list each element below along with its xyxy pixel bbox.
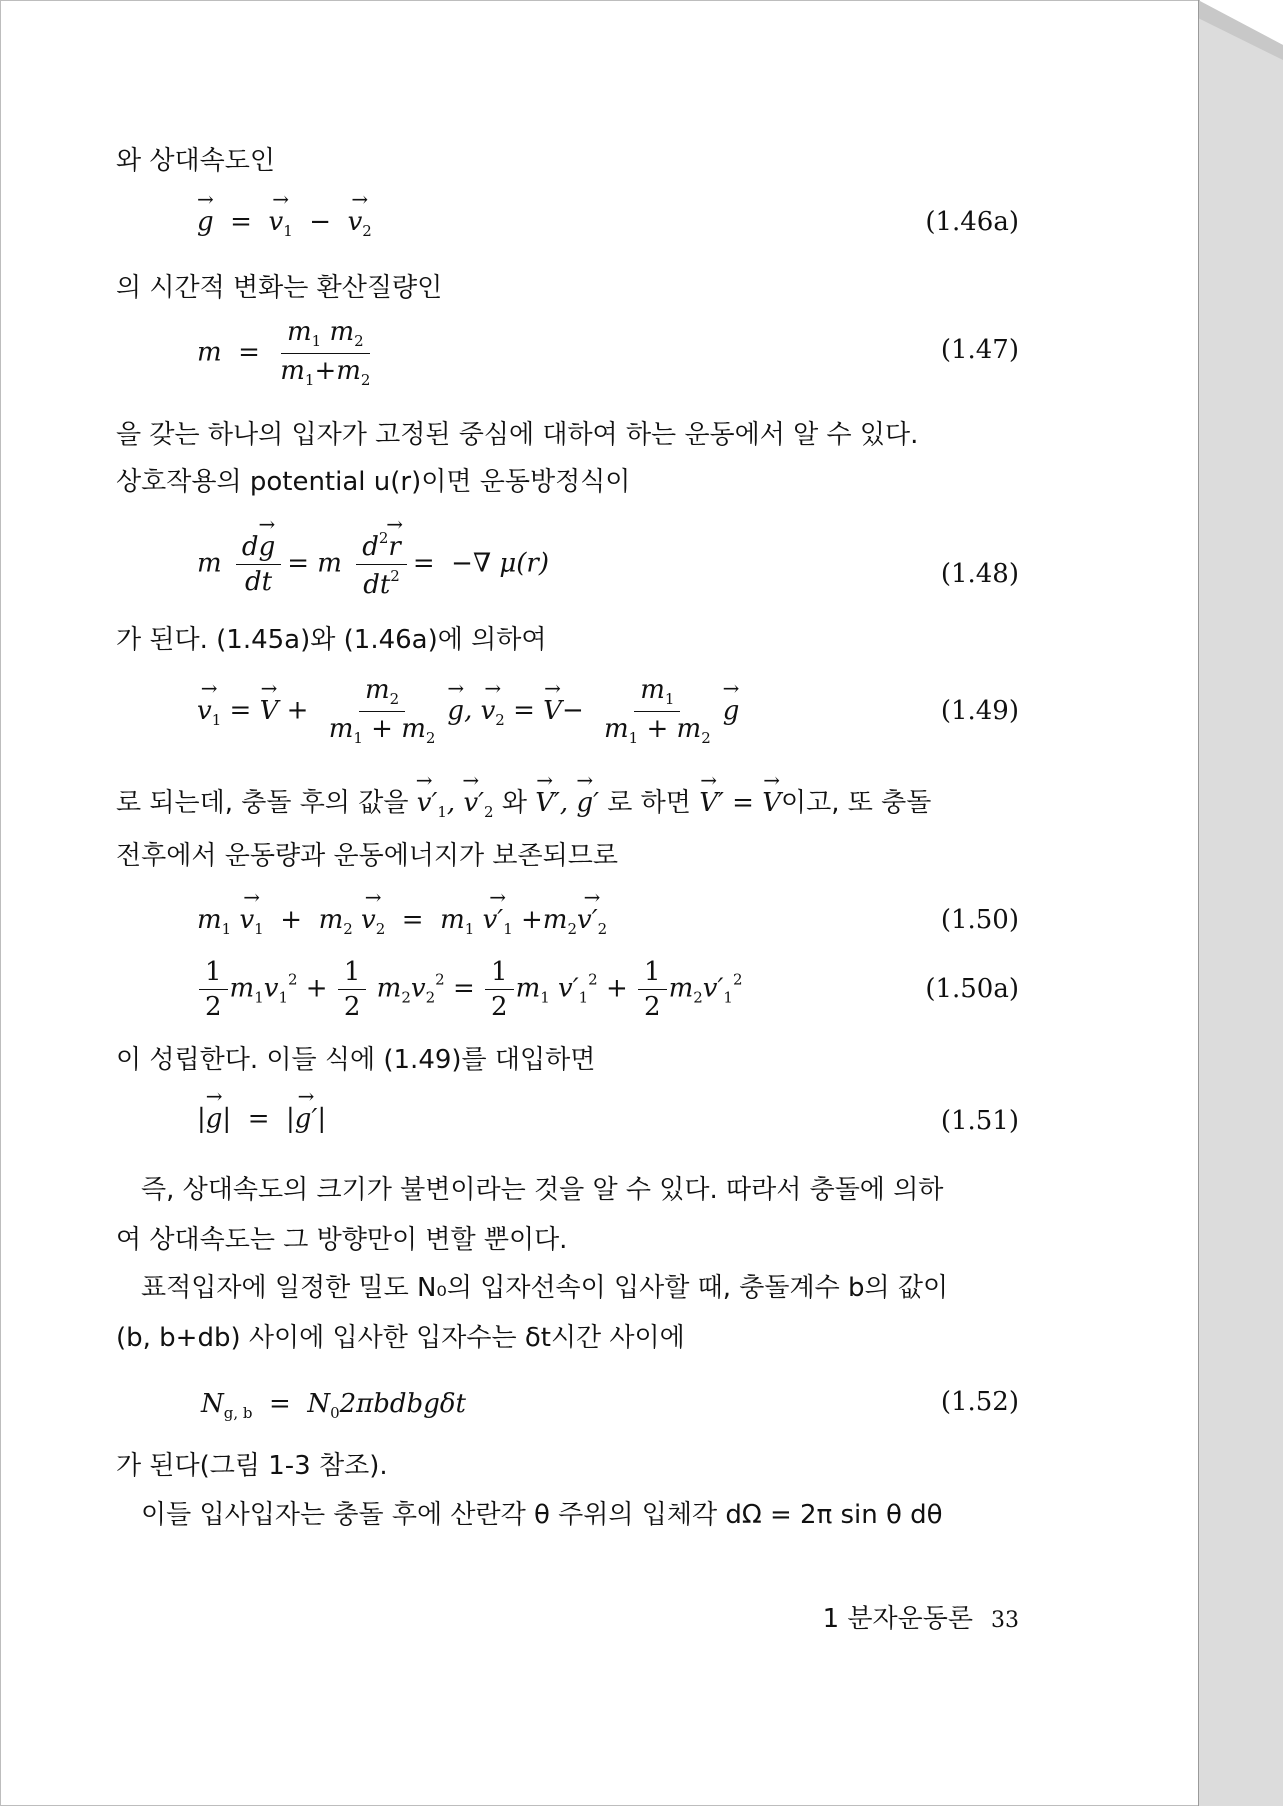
equation-number: (1.49) bbox=[940, 696, 1019, 726]
equation-number: (1.52) bbox=[940, 1387, 1019, 1417]
text-line: 가 된다. (1.45a)와 (1.46a)에 의하여 bbox=[116, 625, 547, 655]
page-footer bbox=[823, 1598, 1019, 1635]
text-line: 전후에서 운동량과 운동에너지가 보존되므로 bbox=[116, 841, 618, 871]
equation-number: (1.51) bbox=[940, 1106, 1019, 1136]
text-line: (b, b+db) 사이에 입사한 입자수는 δt시간 사이에 bbox=[116, 1323, 685, 1353]
text-fragment: 로 되는데, 충돌 후의 값을 bbox=[116, 788, 409, 818]
equation-1-50a: $\frac{1}{2}$ $m_1v_1^2$ + $\frac{1}{2}$ $m_2v_2^2$ = $\frac{1}{2}$ $m_1$ $v'_1^2$ + $\frac{1}{2}$ $m_2v'_1^2$ bbox=[197, 959, 742, 1020]
equation-1-50: $m_1 \to v_1 + m_2 \to v_2 = m_1 \to v'_1 +m_2\to v'_2$ bbox=[197, 907, 607, 937]
text-fragment: 이고, 또 충돌 bbox=[780, 788, 932, 818]
text-line: 와 상대속도인 bbox=[116, 146, 275, 176]
equation-number: (1.47) bbox=[940, 335, 1019, 365]
text-line: 표적입자에 일정한 밀도 N₀의 입자선속이 입사할 때, 충돌계수 b의 값이 bbox=[141, 1273, 949, 1303]
equation-1-46a: → g = → $v_1$ − → $v_2$ bbox=[197, 209, 372, 239]
text-line: 로 되는데, 충돌 후의 값을 → $v'_1$, → $v'_2$ 와 → V′, → g′ 로 하면 → V′ = → V이고, 또 충돌 bbox=[116, 790, 931, 820]
text-line: 상호작용의 potential u(r)이면 운동방정식이 bbox=[116, 467, 631, 497]
text-fragment: 와 bbox=[501, 788, 527, 818]
text-line: 을 갖는 하나의 입자가 고정된 중심에 대하여 하는 운동에서 알 수 있다. bbox=[116, 420, 919, 450]
equation-number: (1.46a) bbox=[925, 207, 1019, 237]
text-fragment: 로 하면 bbox=[607, 788, 691, 818]
equation-1-49: → $v_1$ = → V + $\frac{m_2}{m_1 + m_2}$ → g, → $v_2$ = → V− $\frac{m_1}{m_1 + m_2}$ → g bbox=[197, 677, 739, 746]
text-line: 여 상대속도는 그 방향만이 변할 뿐이다. bbox=[116, 1225, 568, 1255]
equation-1-52: $N_{g, b}$ = $N_02\pi bdbg\delta t$ bbox=[201, 1389, 466, 1422]
text-line: 가 된다(그림 1-3 참조). bbox=[116, 1451, 388, 1481]
equation-1-47: m = $\frac{m_1 m_2}{m_1+m_2}$ bbox=[197, 317, 371, 389]
text-line: 의 시간적 변화는 환산질량인 bbox=[116, 273, 443, 303]
chapter-title: 1 분자운동론 bbox=[822, 1604, 973, 1634]
equation-number: (1.50) bbox=[940, 905, 1019, 935]
equation-number: (1.48) bbox=[940, 559, 1019, 589]
text-line: 이 성립한다. 이들 식에 (1.49)를 대입하면 bbox=[116, 1045, 596, 1075]
equation-1-51: |→ g| = |→ g′| bbox=[197, 1106, 326, 1132]
text-line: 즉, 상대속도의 크기가 불변이라는 것을 알 수 있다. 따라서 충돌에 의하 bbox=[141, 1175, 944, 1205]
equation-1-48: m $\frac{d\to g}{dt}$ = m $\frac{d^2\to r}{dt^2}$ = −∇ μ(r) bbox=[197, 531, 549, 598]
book-edge bbox=[1198, 0, 1283, 1806]
page-number: 33 bbox=[991, 1608, 1019, 1633]
equation-number: (1.50a) bbox=[925, 974, 1019, 1004]
text-line: 이들 입사입자는 충돌 후에 산란각 θ 주위의 입체각 dΩ = 2π sin θ dθ bbox=[141, 1500, 943, 1530]
